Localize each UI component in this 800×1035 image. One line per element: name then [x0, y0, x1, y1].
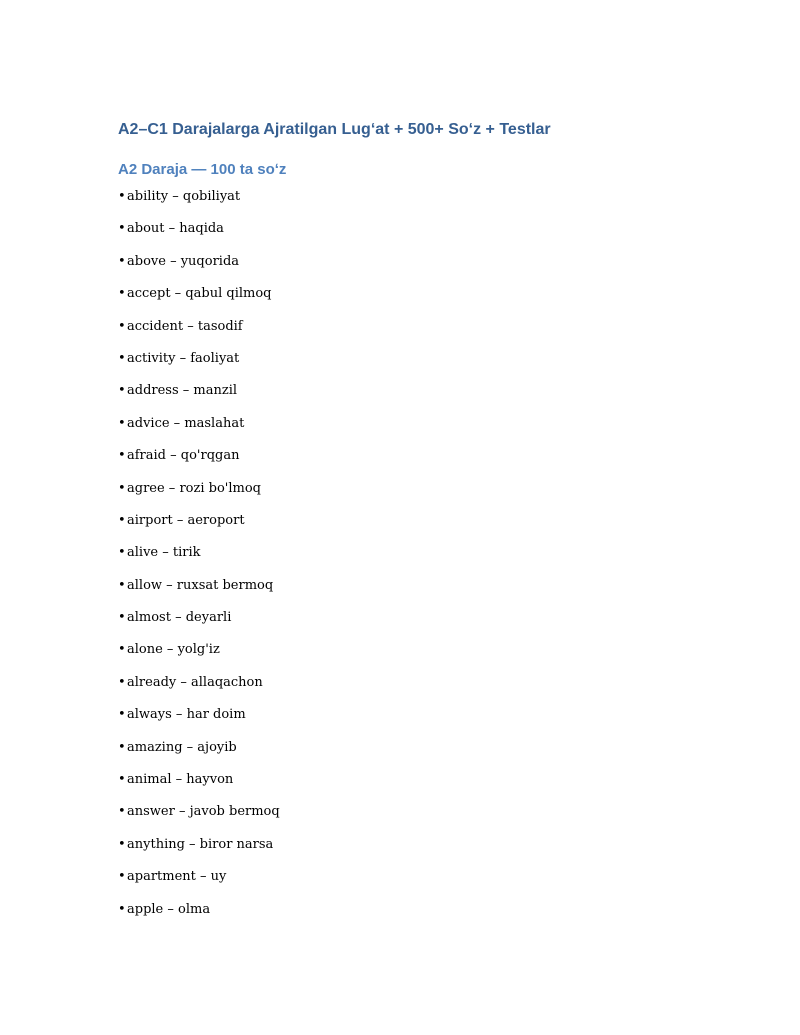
- vocabulary-entry-text: accept – qabul qilmoq: [127, 286, 272, 302]
- vocabulary-item: [118, 317, 280, 349]
- vocabulary-entry-text: advice – maslahat: [127, 415, 245, 431]
- bullet-icon: •: [118, 318, 126, 334]
- vocabulary-item: [118, 705, 280, 737]
- bullet-icon: •: [118, 772, 126, 788]
- vocabulary-item: [118, 543, 280, 575]
- vocabulary-entry-text: always – har doim: [127, 707, 246, 723]
- bullet-icon: •: [118, 350, 126, 366]
- vocabulary-item: [118, 479, 280, 511]
- vocabulary-item: [118, 511, 280, 543]
- vocabulary-item: [118, 252, 280, 284]
- vocabulary-entry-text: almost – deyarli: [127, 610, 232, 626]
- vocabulary-entry-text: address – manzil: [127, 383, 238, 399]
- vocabulary-entry-text: alive – tirik: [127, 545, 201, 561]
- vocabulary-entry-text: animal – hayvon: [127, 772, 234, 788]
- vocabulary-item: [118, 414, 280, 446]
- bullet-icon: •: [118, 448, 126, 464]
- vocabulary-entry-text: amazing – ajoyib: [127, 739, 237, 755]
- vocabulary-entry-text: anything – biror narsa: [127, 836, 274, 852]
- bullet-icon: •: [118, 383, 126, 399]
- vocabulary-entry-text: airport – aeroport: [127, 512, 245, 528]
- bullet-icon: •: [118, 869, 126, 885]
- vocabulary-list: [118, 187, 280, 932]
- bullet-icon: •: [118, 577, 126, 593]
- vocabulary-entry-text: already – allaqachon: [127, 674, 263, 690]
- bullet-icon: •: [118, 545, 126, 561]
- bullet-icon: •: [118, 512, 126, 528]
- bullet-icon: •: [118, 674, 126, 690]
- vocabulary-entry-text: above – yuqorida: [127, 253, 240, 269]
- vocabulary-entry-text: alone – yolg'iz: [127, 642, 220, 658]
- vocabulary-entry-text: ability – qobiliyat: [127, 189, 241, 204]
- vocabulary-item: [118, 349, 280, 381]
- document-title: A2–C1 Darajalarga Ajratilgan Lugʻat + 500+ Soʻz + Testlar: [118, 121, 551, 138]
- bullet-icon: •: [118, 286, 126, 302]
- vocabulary-item: [118, 284, 280, 316]
- vocabulary-entry-text: activity – faoliyat: [127, 350, 240, 366]
- bullet-icon: •: [118, 253, 126, 269]
- vocabulary-entry-text: agree – rozi bo'lmoq: [127, 480, 261, 496]
- vocabulary-entry-text: apartment – uy: [127, 869, 227, 885]
- vocabulary-item: [118, 835, 280, 867]
- vocabulary-item: [118, 381, 280, 413]
- vocabulary-item: [118, 576, 280, 608]
- vocabulary-entry-text: answer – javob bermoq: [127, 804, 280, 820]
- bullet-icon: •: [118, 804, 126, 820]
- vocabulary-item: [118, 867, 280, 899]
- vocabulary-item: [118, 446, 280, 478]
- section-heading-a2: A2 Daraja — 100 ta soʻz: [118, 161, 287, 178]
- vocabulary-item: [118, 219, 280, 251]
- vocabulary-entry-text: apple – olma: [127, 901, 211, 917]
- vocabulary-entry-text: afraid – qo'rqgan: [127, 448, 240, 464]
- bullet-icon: •: [118, 480, 126, 496]
- bullet-icon: •: [118, 221, 126, 237]
- bullet-icon: •: [118, 415, 126, 431]
- vocabulary-entry-text: allow – ruxsat bermoq: [127, 577, 274, 593]
- vocabulary-item: [118, 640, 280, 672]
- vocabulary-entry-text: about – haqida: [127, 221, 224, 237]
- bullet-icon: •: [118, 836, 126, 852]
- vocabulary-item: [118, 673, 280, 705]
- vocabulary-item: [118, 770, 280, 802]
- bullet-icon: •: [118, 901, 126, 917]
- bullet-icon: •: [118, 707, 126, 723]
- bullet-icon: •: [118, 189, 126, 204]
- vocabulary-item: [118, 802, 280, 834]
- vocabulary-item: [118, 608, 280, 640]
- bullet-icon: •: [118, 610, 126, 626]
- bullet-icon: •: [118, 739, 126, 755]
- vocabulary-item: [118, 900, 280, 932]
- bullet-icon: •: [118, 642, 126, 658]
- vocabulary-item: [118, 187, 280, 219]
- vocabulary-item: [118, 738, 280, 770]
- vocabulary-entry-text: accident – tasodif: [127, 318, 243, 334]
